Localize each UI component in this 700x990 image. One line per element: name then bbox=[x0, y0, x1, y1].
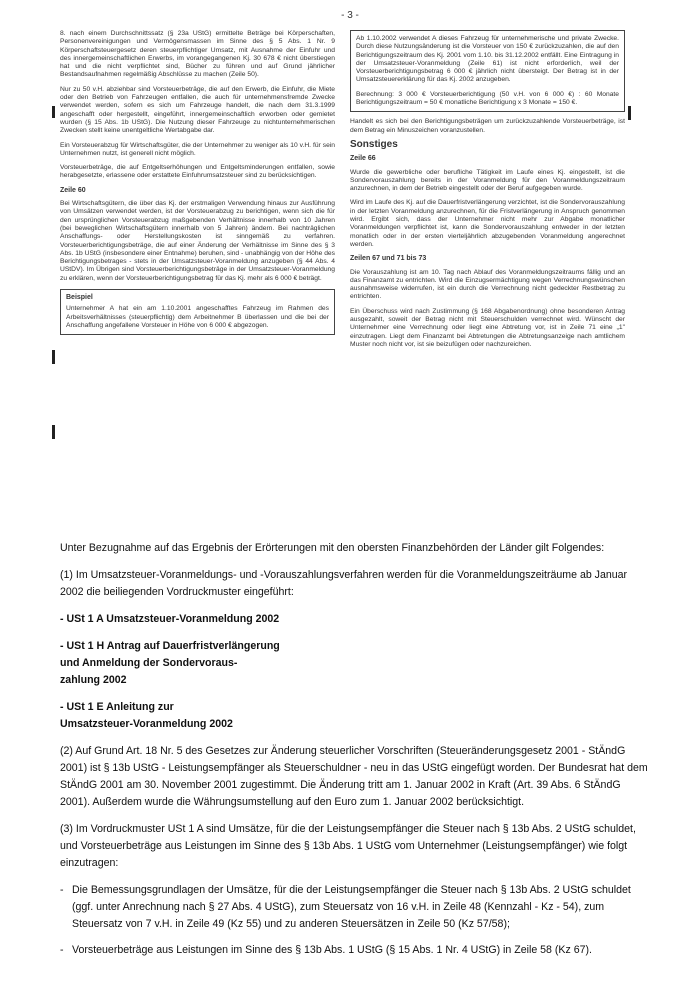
section-heading: Zeilen 67 und 71 bis 73 bbox=[350, 255, 427, 263]
page-number: - 3 - bbox=[341, 10, 359, 21]
form-item-ust1h: - USt 1 H Antrag auf Dauerfristverlängerung und Anmeldung der Sondervoraus- zahlung 2002 bbox=[60, 640, 280, 686]
change-marker bbox=[628, 106, 631, 120]
paragraph: Nur zu 50 v.H. abziehbar sind Vorsteuerbeträge, die auf den Erwerb, die Einfuhr, die Miete oder den Betrieb von Fahrzeugen entfallen, die auch für unternehmensfremde Zwecke verwendet werden, sofern es sich um Fahrzeuge handelt, die nach dem 31.3.1999 angeschafft oder hergestellt, eingeführt, innergemeinschaftlich erworben oder gemietet wurden (§ 15 Abs. 1b UStG). Die Nutzung dieser Fahrzeuge zu nichtunternehmerischen Zwecken stellt keine unentgeltliche Wertabgabe dar. bbox=[60, 85, 335, 135]
paragraph: Bei Wirtschaftsgütern, die über das Kj. der erstmaligen Verwendung hinaus zur Ausführung von Umsätzen verwendet werden, ist der Vorsteuerabzug zu berichtigen, wenn sich die für den ursprünglichen Vorsteuerabzug maßgebenden Verhältnisse innerhalb von 10 Jahren (bei beweglichen Wirtschaftsgütern innerhalb von 5 Jahren) ändern. Bei nachträglichen Anschaffungs- oder Herstellungskosten ist sinngemäß zu verfahren. Vorsteuerberichtigungsbeträge, die auf einer Änderung der Verhältnisse im Sinne des § 3 Abs. 1b UStG (insbesondere einer Entnahme) beruhen, sind - unabhängig von der Höhe des Berichtigungsbetrages - stets in der Umsatzsteuer-Voranmeldung anzugeben (§ 44 Abs. 4 UStDV). Im Übrigen sind Vorsteuerberichtigungsbeträge in der Umsatzsteuer-Voranmeldung zu erklären, wenn der Vorsteuerberichtigungsbetrag für das Kj. mehr als 6 000 € beträgt. bbox=[60, 200, 335, 282]
paragraph: Ein Überschuss wird nach Zustimmung (§ 168 Abgabenordnung) ohne besonderen Antrag ausgezahlt, soweit der Betrag nicht mit Steuerschulden verrechnet wird. Wünscht der Unternehmer eine Verrechnung oder liegt eine Abtretung vor, ist in Zeile 71 eine „1" einzutragen. Liegt dem Finanzamt bei Abtretungen die Abtretungsanzeige nach amtlichem Muster noch nicht vor, ist sie beizufügen oder nachzureichen. bbox=[350, 307, 625, 348]
section-title: Sonstiges bbox=[350, 138, 398, 150]
form-item-ust1e: - USt 1 E Anleitung zur Umsatzsteuer-Voranmeldung 2002 bbox=[60, 701, 233, 730]
list-item: - Die Bemessungsgrundlagen der Umsätze, für die der Leistungsempfänger die Steuer nach § 13b Abs. 2 UStG schuldet (ggf. unter Anrechnung nach § 27 Abs. 4 UStG), zum Steuersatz von 16 v.H. in Zeile 48 (Kennzahl - Kz - 54), zum Steuersatz von 7 v.H. in Zeile 49 (Kz 55) und zu anderen Steuersätzen in Zeile 50 (Kz 57/58); bbox=[60, 884, 631, 930]
form-item-ust1a: - USt 1 A Umsatzsteuer-Voranmeldung 2002 bbox=[60, 613, 280, 625]
paragraph: Vorsteuerbeträge, die auf Entgeltserhöhungen und Entgeltsminderungen entfallen, sowie herabgesetzte, erlassene oder erstattete Einfuhrumsatzsteuer sind zu berücksichtigen. bbox=[60, 164, 335, 180]
paragraph: Handelt es sich bei den Berichtigungsbeträgen um zurückzuzahlende Vorsteuerbeträge, ist dem Betrag ein Minuszeichen voranzustellen. bbox=[350, 118, 625, 134]
example-text: Unternehmer A hat ein am 1.10.2001 angeschafftes Fahrzeug im Rahmen des Arbeitsverhältnisses (steuerpflichtig) dem Arbeitnehmer B überlassen und die bei der Anschaffung angefallene Vorsteuer in Höhe von 6 000 € abgezogen. bbox=[66, 305, 329, 329]
paragraph-2: (2) Auf Grund Art. 18 Nr. 5 des Gesetzes zur Änderung steuerlicher Vorschriften (Steueränderungsgesetz 2001 - StÄndG 2001) ist § 13b UStG - Leistungsempfänger als Steuerschuldner - neu in das UStG eingefügt worden. Der Bundesrat hat dem StÄndG 2001 am 30. November 2001 zugestimmt. Die Änderung tritt am 1. Januar 2002 in Kraft (Art. 39 Abs. 6 StÄndG 2001). Außerdem wurde die Währungsumstellung auf den Euro zum 1. Januar 2002 berücksichtigt. bbox=[60, 745, 648, 808]
scan-right-column bbox=[350, 30, 625, 355]
scanned-excerpt bbox=[30, 30, 650, 530]
paragraph: Wird im Laufe des Kj. auf die Dauerfristverlängerung verzichtet, ist die Sondervorauszahlung in der letzten Voranmeldung anzurechnen, für die Fristverlängerung in Anspruch genommen wird. Ergibt sich, dass der Unternehmer nicht mehr zur Abgabe monatlicher Voranmeldungen verpflichtet ist, kann die Sondervorauszahlung entweder in der letzten monatlich oder in der ersten vierteljährlich abzugebenden Voranmeldung angerechnet werden. bbox=[350, 199, 625, 248]
paragraph: 8. nach einem Durchschnittssatz (§ 23a UStG) ermittelte Beträge bei Körperschaften, Personenvereinigungen und Vermögensmassen im Sinne des § 5 Abs. 1 Nr. 9 Körperschaftsteuergesetz deren steuerpflichtiger Umsatz, mit Ausnahme der Einfuhr und des innergemeinschaftlichen Erwerbs, im vorangegangenen Kj. 30 678 € nicht überstiegen hat und die nicht verpflichtet sind, Bücher zu führen und auf Grund jährlicher Bestandsaufnahmen regelmäßig Abschlüsse zu machen (Zeile 50). bbox=[60, 30, 335, 79]
list-item: - Vorsteuerbeträge aus Leistungen im Sinne des § 13b Abs. 1 UStG (§ 15 Abs. 1 Nr. 4 UStG) in Zeile 58 (Kz 67). bbox=[60, 942, 650, 959]
scan-left-column bbox=[60, 30, 335, 341]
change-marker bbox=[52, 106, 55, 118]
change-marker bbox=[52, 350, 55, 364]
paragraph: Ein Vorsteuerabzug für Wirtschaftsgüter, die der Unternehmer zu weniger als 10 v.H. für sein Unternehmen nutzt, ist generell nicht möglich. bbox=[60, 141, 335, 157]
list-dash: - bbox=[60, 944, 64, 956]
paragraph: Ab 1.10.2002 verwendet A dieses Fahrzeug für unternehmerische und private Zwecke. Durch diese Nutzungsänderung ist die Vorsteuer von 150 € zurückzuzahlen, die auf den Berichtigungszeitraum des Kj. 2001 vom 1.10. bis 31.12.2002 entfällt. Eine Eintragung in der Umsatzsteuer-Voranmeldung (Zeile 61) ist nicht erforderlich, weil der Vorsteuerberichtigungsbetrag 6 000 € jährlich nicht übersteigt. Der Betrag ist in der Umsatzsteuererklärung für das Kj. 2002 anzugeben. bbox=[356, 35, 619, 84]
section-heading: Zeile 60 bbox=[60, 186, 86, 194]
example-title: Beispiel bbox=[66, 294, 93, 302]
example-continuation-box bbox=[350, 30, 625, 112]
paragraph-1: (1) Im Umsatzsteuer-Voranmeldungs- und -Vorauszahlungsverfahren werden für die Voranmeldungszeiträume ab Januar 2002 die beiliegenden Vordruckmuster eingeführt: bbox=[60, 569, 628, 598]
calculation: Berechnung: 3 000 € Vorsteuerberichtigung (50 v.H. von 6 000 €) : 60 Monate Berichtigungszeitraum = 50 € monatliche Berichtigung x 3 Monate = 150 €. bbox=[356, 90, 619, 107]
list-dash: - bbox=[60, 884, 64, 896]
main-text bbox=[60, 540, 650, 968]
section-heading: Zeile 66 bbox=[350, 155, 376, 163]
paragraph: Wurde die gewerbliche oder berufliche Tätigkeit im Laufe eines Kj. eingestellt, ist die Sondervorauszahlung bereits in der Voranmeldung für den Voranmeldungszeitraum anzurechnen, in dem der Betrieb eingestellt oder der Beruf aufgegeben wurde. bbox=[350, 168, 625, 193]
paragraph-3: (3) Im Vordruckmuster USt 1 A sind Umsätze, für die der Leistungsempfänger die Steuer nach § 13b Abs. 2 UStG schuldet, und Vorsteuerbeträge aus Leistungen im Sinne des § 13b Abs. 1 UStG vom Unternehmer (Leistungsempfänger) wie folgt einzutragen: bbox=[60, 823, 636, 869]
example-box bbox=[60, 289, 335, 335]
intro-paragraph: Unter Bezugnahme auf das Ergebnis der Erörterungen mit den obersten Finanzbehörden der Länder gilt Folgendes: bbox=[60, 542, 605, 554]
paragraph: Die Vorauszahlung ist am 10. Tag nach Ablauf des Voranmeldungszeitraums fällig und an das Finanzamt zu entrichten. Wird die Einzugsermächtigung wegen Verrechnungswünschen ausnahmsweise widerrufen, ist ein durch die Verrechnung nicht gedeckter Restbetrag zu entrichten. bbox=[350, 268, 625, 301]
change-marker bbox=[52, 425, 55, 439]
